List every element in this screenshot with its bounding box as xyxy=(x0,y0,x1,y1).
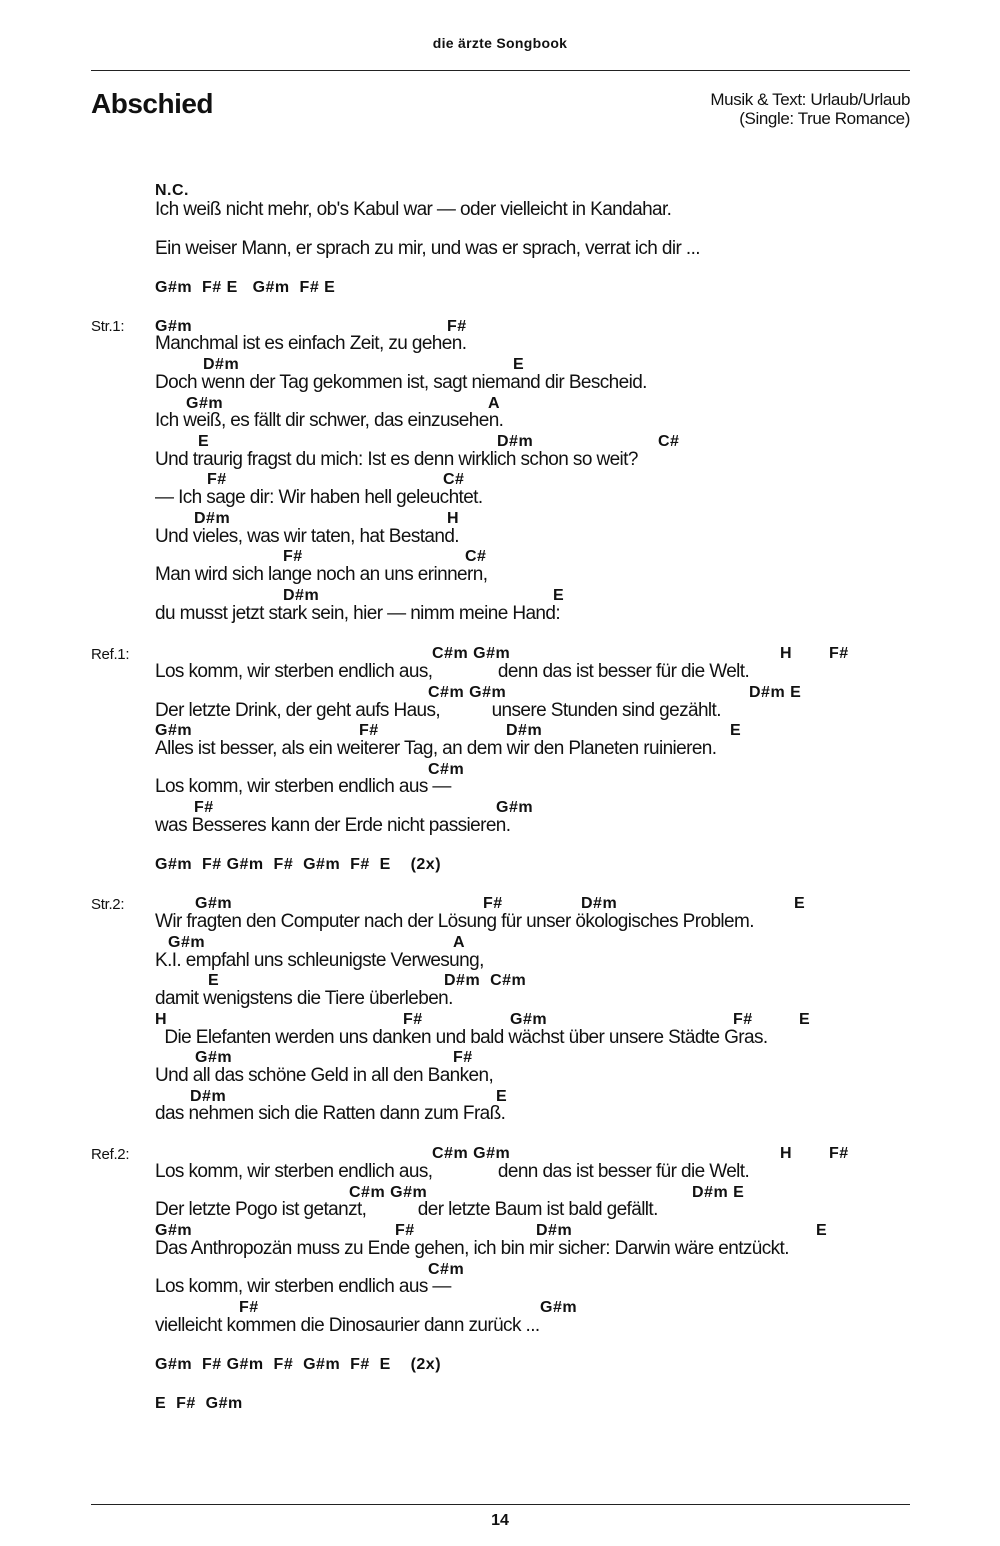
lyric-line: Los komm, wir sterben endlich aus, denn das ist besser für die Welt. xyxy=(155,1161,750,1182)
lyric-line: Doch wenn der Tag gekommen ist, sagt niemand dir Bescheid. xyxy=(155,372,647,393)
lyric-line: damit wenigstens die Tiere überleben. xyxy=(155,988,453,1009)
lyric-line: Der letzte Drink, der geht aufs Haus, unsere Stunden sind gezählt. xyxy=(155,700,721,721)
chord: F# xyxy=(239,1299,259,1316)
lyric-line: Die Elefanten werden uns danken und bald wächst über unsere Städte Gras. xyxy=(155,1027,768,1048)
chord: G#m xyxy=(155,722,193,739)
chord: D#m xyxy=(283,587,320,604)
chorus1-label: Ref.1: xyxy=(91,646,130,663)
chord: G#m xyxy=(186,395,224,412)
chord: F# xyxy=(829,645,849,662)
chord: F# xyxy=(829,1145,849,1162)
chord: G#m xyxy=(155,1222,193,1239)
verse1-label: Str.1: xyxy=(91,318,125,335)
chord: D#m E xyxy=(692,1184,745,1201)
chord: E xyxy=(794,895,806,912)
chorus1-progression: G#m F# G#m F# G#m F# E (2x) xyxy=(155,856,442,873)
chord: C#m G#m xyxy=(432,1145,511,1162)
lyric-line: Und traurig fragst du mich: Ist es denn wirklich schon so weit? xyxy=(155,449,638,470)
credits-authors: Musik & Text: Urlaub/Urlaub xyxy=(710,90,910,109)
chord: F# xyxy=(283,548,303,565)
chord: C#m G#m xyxy=(349,1184,428,1201)
page-number: 14 xyxy=(491,1512,509,1529)
lyric-line: Und all das schöne Geld in all den Banken, xyxy=(155,1065,494,1086)
chord: A xyxy=(488,395,501,412)
chord: F# xyxy=(194,799,214,816)
chord: D#m xyxy=(506,722,543,739)
lyric-line: Und vieles, was wir taten, hat Bestand. xyxy=(155,526,459,547)
chord: D#m E xyxy=(749,684,802,701)
chord: F# xyxy=(403,1011,423,1028)
lyric-line: Wir fragten den Computer nach der Lösung für unser ökologisches Problem. xyxy=(155,911,754,932)
chord: D#m C#m xyxy=(444,972,527,989)
lyric-line: Los komm, wir sterben endlich aus — xyxy=(155,1276,451,1297)
songbook-title: die ärzte Songbook xyxy=(432,35,568,51)
chord: F# xyxy=(733,1011,753,1028)
chord: D#m xyxy=(190,1088,227,1105)
lyric-line: K.I. empfahl uns schleunigste Verwesung, xyxy=(155,950,484,971)
lyric-line: das nehmen sich die Ratten dann zum Fraß. xyxy=(155,1103,506,1124)
chorus2-progression: G#m F# G#m F# G#m F# E (2x) xyxy=(155,1356,442,1373)
chorus2-label: Ref.2: xyxy=(91,1146,130,1163)
lyric-line: was Besseres kann der Erde nicht passieren. xyxy=(155,815,511,836)
chord: F# xyxy=(207,471,227,488)
song-title: Abschied xyxy=(91,88,214,119)
lyric-line: Das Anthropozän muss zu Ende gehen, ich bin mir sicher: Darwin wäre entzückt. xyxy=(155,1238,789,1259)
chord: D#m xyxy=(203,356,240,373)
chord: E xyxy=(198,433,210,450)
chord: F# xyxy=(483,895,503,912)
intro-progression: G#m F# E G#m F# E xyxy=(155,279,336,296)
chord: H xyxy=(447,510,460,527)
intro-line: Ein weiser Mann, er sprach zu mir, und was er sprach, verrat ich dir ... xyxy=(155,238,700,259)
chord: D#m xyxy=(194,510,231,527)
chord: D#m xyxy=(497,433,534,450)
chord: C# xyxy=(443,471,465,488)
chord: C#m G#m xyxy=(432,645,511,662)
intro-nc: N.C. xyxy=(155,182,189,199)
intro-line: Ich weiß nicht mehr, ob's Kabul war — oder vielleicht in Kandahar. xyxy=(155,199,672,220)
chord: E xyxy=(513,356,525,373)
chord: E xyxy=(553,587,565,604)
chord: D#m xyxy=(536,1222,573,1239)
lyric-line: Der letzte Pogo ist getanzt, der letzte Baum ist bald gefällt. xyxy=(155,1199,658,1220)
chord: C#m xyxy=(428,761,465,778)
chord: F# xyxy=(359,722,379,739)
chord: G#m xyxy=(155,318,193,335)
outro-progression: E F# G#m xyxy=(155,1395,243,1412)
lyric-line: — Ich sage dir: Wir haben hell geleuchtet. xyxy=(155,487,483,508)
chord: G#m xyxy=(195,1049,233,1066)
chord: F# xyxy=(447,318,467,335)
lyric-line: Man wird sich lange noch an uns erinnern, xyxy=(155,564,488,585)
chord: D#m xyxy=(581,895,618,912)
chord: F# xyxy=(453,1049,473,1066)
chord: C# xyxy=(465,548,487,565)
chord: G#m xyxy=(168,934,206,951)
chord: H xyxy=(780,645,793,662)
song-credits xyxy=(710,90,910,128)
credits-single: (Single: True Romance) xyxy=(739,109,910,128)
chord: E xyxy=(730,722,742,739)
chord: E xyxy=(799,1011,811,1028)
chord: G#m xyxy=(195,895,233,912)
lyric-line: Manchmal ist es einfach Zeit, zu gehen. xyxy=(155,333,467,354)
chord: G#m xyxy=(510,1011,548,1028)
chord: A xyxy=(453,934,466,951)
chord: H xyxy=(780,1145,793,1162)
chord: G#m xyxy=(496,799,534,816)
chord: G#m xyxy=(540,1299,578,1316)
bottom-divider xyxy=(91,1504,910,1505)
chord: E xyxy=(816,1222,828,1239)
chord: C#m G#m xyxy=(428,684,507,701)
lyric-line: vielleicht kommen die Dinosaurier dann zurück ... xyxy=(155,1315,540,1336)
lyric-line: du musst jetzt stark sein, hier — nimm meine Hand: xyxy=(155,603,561,624)
top-divider xyxy=(91,70,910,71)
verse2-label: Str.2: xyxy=(91,896,125,913)
lyric-line: Ich weiß, es fällt dir schwer, das einzusehen. xyxy=(155,410,504,431)
lyric-line: Los komm, wir sterben endlich aus — xyxy=(155,776,451,797)
chord: C# xyxy=(658,433,680,450)
chord: E xyxy=(208,972,220,989)
chord: C#m xyxy=(428,1261,465,1278)
chord: F# xyxy=(395,1222,415,1239)
lyric-line: Los komm, wir sterben endlich aus, denn das ist besser für die Welt. xyxy=(155,661,750,682)
chord: E xyxy=(496,1088,508,1105)
chord: H xyxy=(155,1011,168,1028)
lyric-line: Alles ist besser, als ein weiterer Tag, an dem wir den Planeten ruinieren. xyxy=(155,738,717,759)
